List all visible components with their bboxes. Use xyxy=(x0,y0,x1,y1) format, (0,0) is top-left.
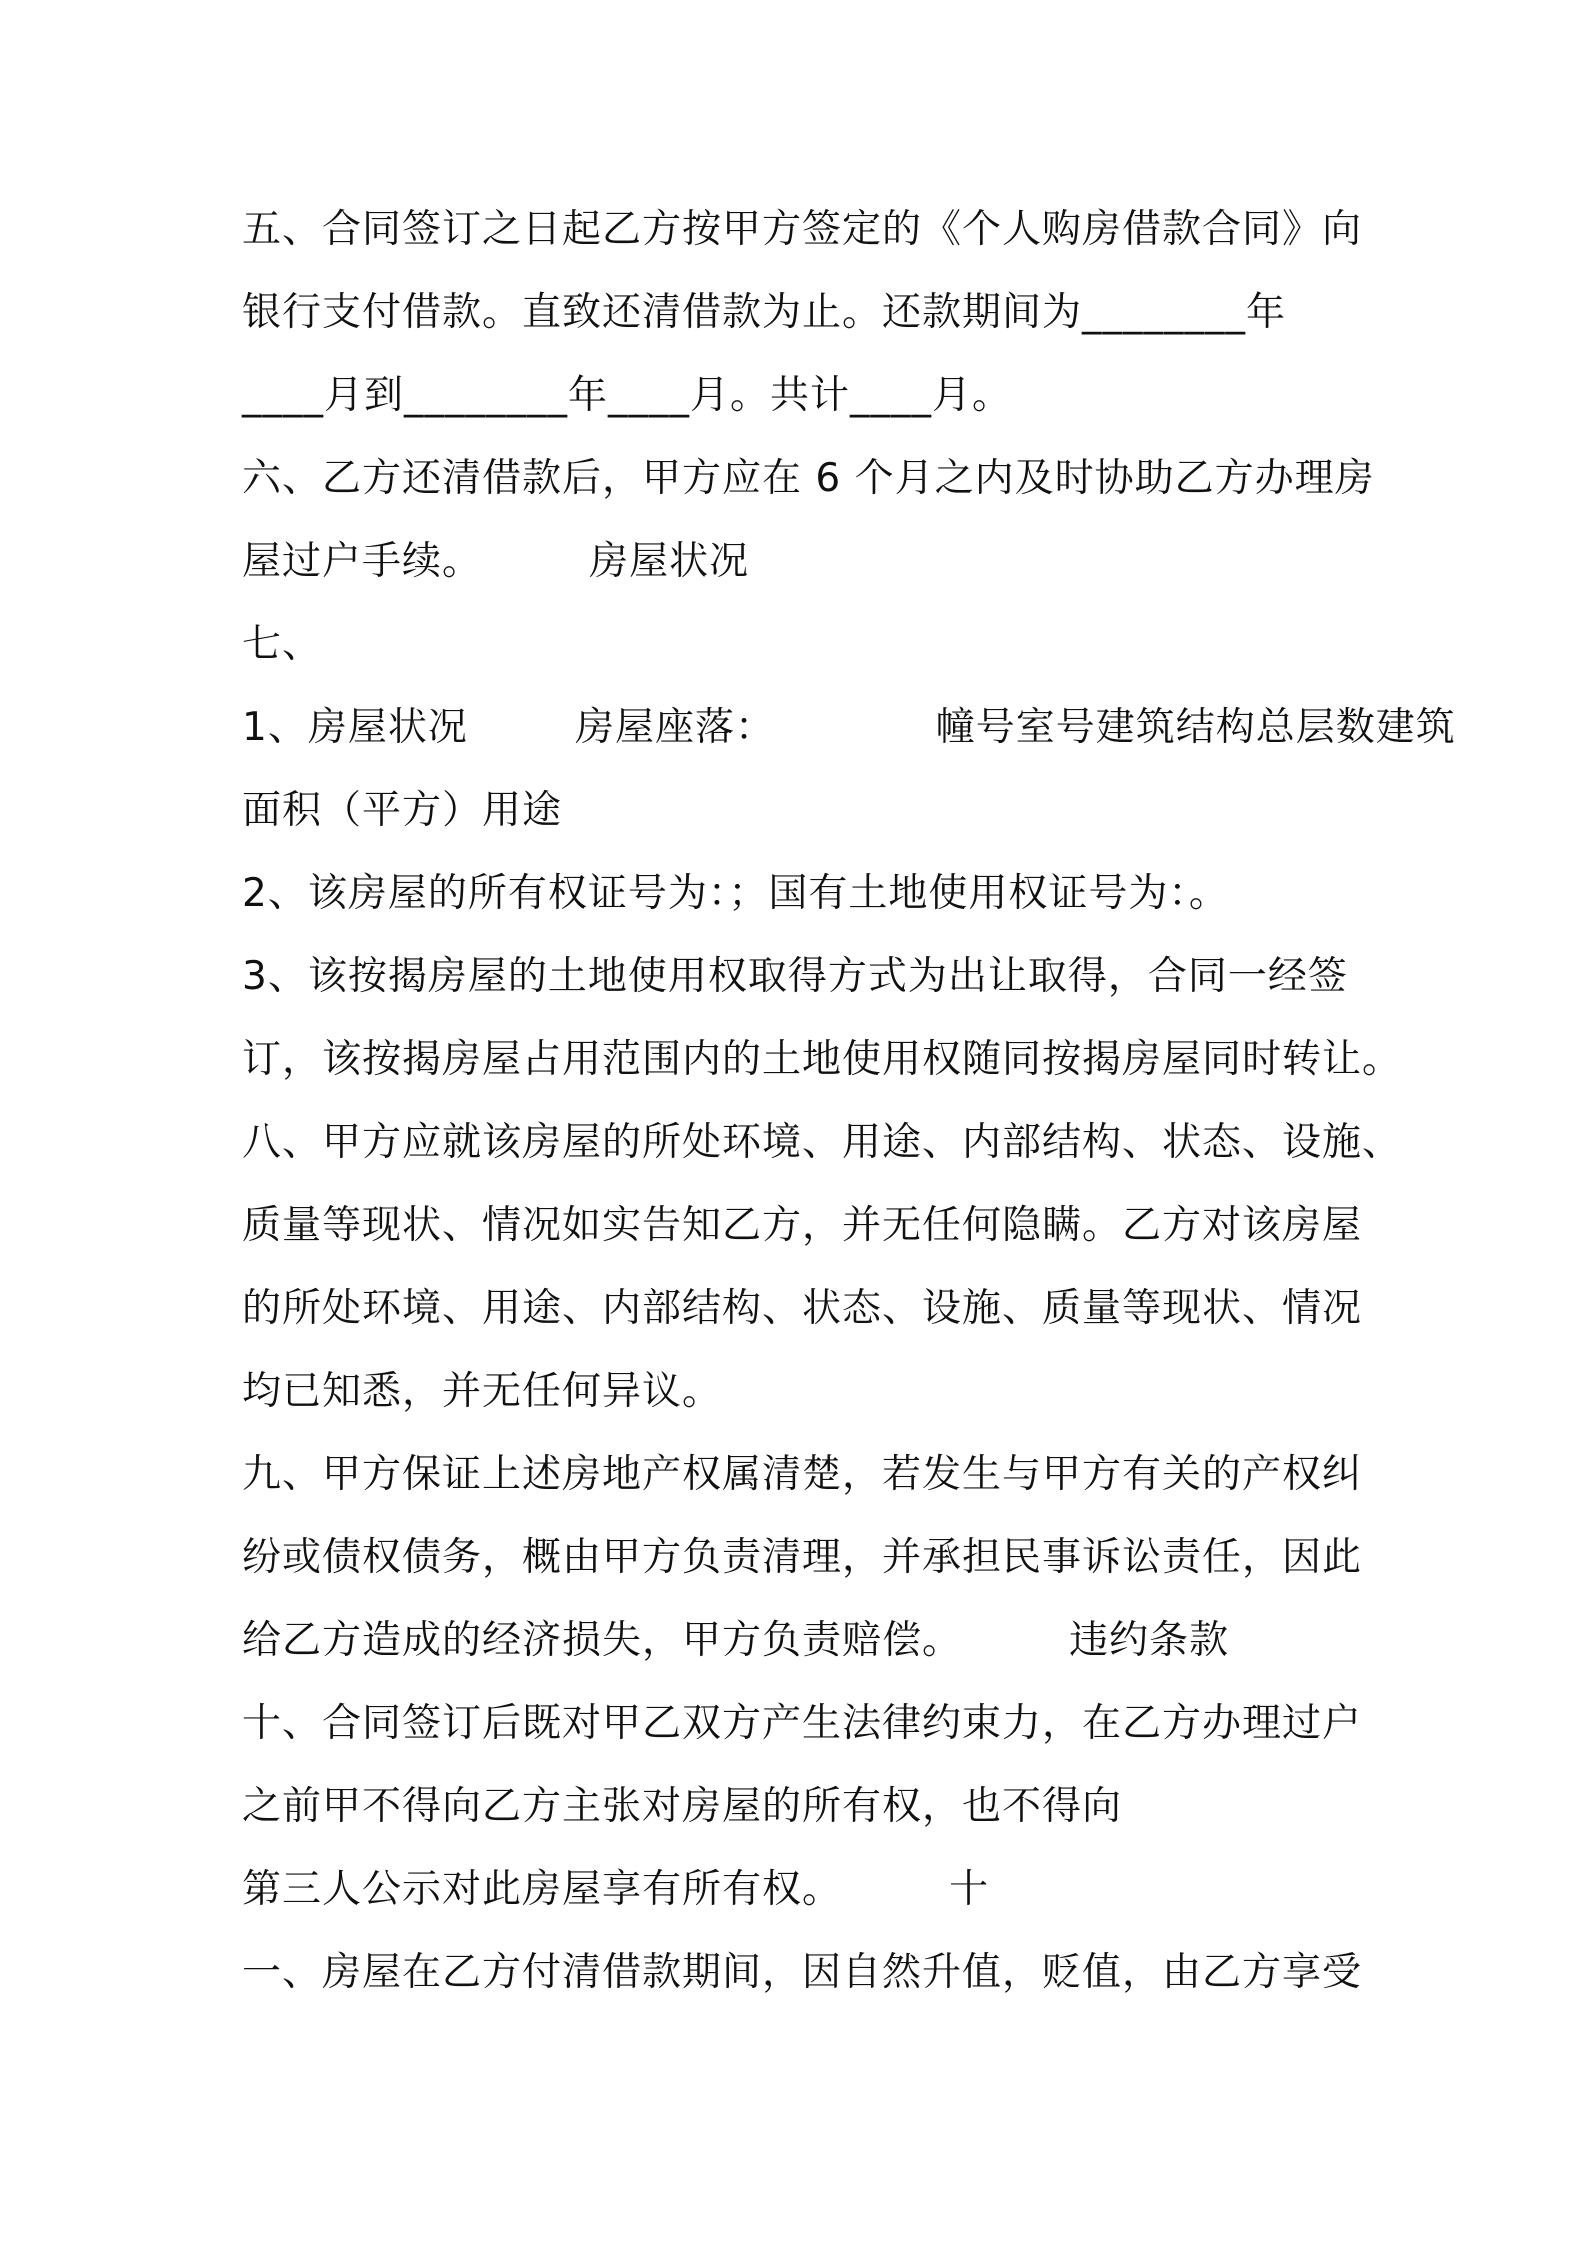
text-line: 八、甲方应就该房屋的所处环境、用途、内部结构、状态、设施、 xyxy=(242,1120,1403,1165)
text-line: 订，该按揭房屋占用范围内的土地使用权随同按揭房屋同时转让。 xyxy=(242,1037,1403,1082)
text-line: 一、房屋在乙方付清借款期间，因自然升值，贬值，由乙方享受 xyxy=(242,1950,1363,1995)
text-line: ____月到________年____月。共计____月。 xyxy=(242,373,1013,418)
text-line: 十、合同签订后既对甲乙双方产生法律约束力，在乙方办理过户 xyxy=(242,1701,1363,1746)
text-line: 3、该按揭房屋的土地使用权取得方式为出让取得，合同一经签 xyxy=(242,954,1348,999)
text-line: 均已知悉，并无任何异议。 xyxy=(242,1369,723,1414)
text-line: 给乙方造成的经济损失，甲方负责赔偿。 违约条款 xyxy=(242,1618,1230,1663)
text-line: 2、该房屋的所有权证号为：；国有土地使用权证号为：。 xyxy=(242,871,1229,916)
text-line: 纷或债权债务，概由甲方负责清理，并承担民事诉讼责任，因此 xyxy=(242,1535,1363,1580)
text-line: 第三人公示对此房屋享有所有权。 十 xyxy=(242,1867,990,1912)
text-line: 七、 xyxy=(242,622,323,667)
text-line: 之前甲不得向乙方主张对房屋的所有权，也不得向 xyxy=(242,1784,1123,1829)
text-line: 的所处环境、用途、内部结构、状态、设施、质量等现状、情况 xyxy=(242,1286,1363,1331)
text-line: 屋过户手续。 房屋状况 xyxy=(242,539,750,584)
text-line: 面积（平方）用途 xyxy=(242,788,563,833)
text-line: 银行支付借款。直致还清借款为止。还款期间为________年 xyxy=(242,290,1287,335)
text-line: 九、甲方保证上述房地产权属清楚，若发生与甲方有关的产权纠 xyxy=(242,1452,1363,1497)
text-line: 质量等现状、情况如实告知乙方，并无任何隐瞒。乙方对该房屋 xyxy=(242,1203,1363,1248)
text-line: 1、房屋状况 房屋座落： 幢号室号建筑结构总层数建筑 xyxy=(242,705,1456,750)
text-line: 六、乙方还清借款后，甲方应在 6 个月之内及时协助乙方办理房 xyxy=(242,456,1375,501)
text-line: 五、合同签订之日起乙方按甲方签定的《个人购房借款合同》向 xyxy=(242,207,1363,252)
